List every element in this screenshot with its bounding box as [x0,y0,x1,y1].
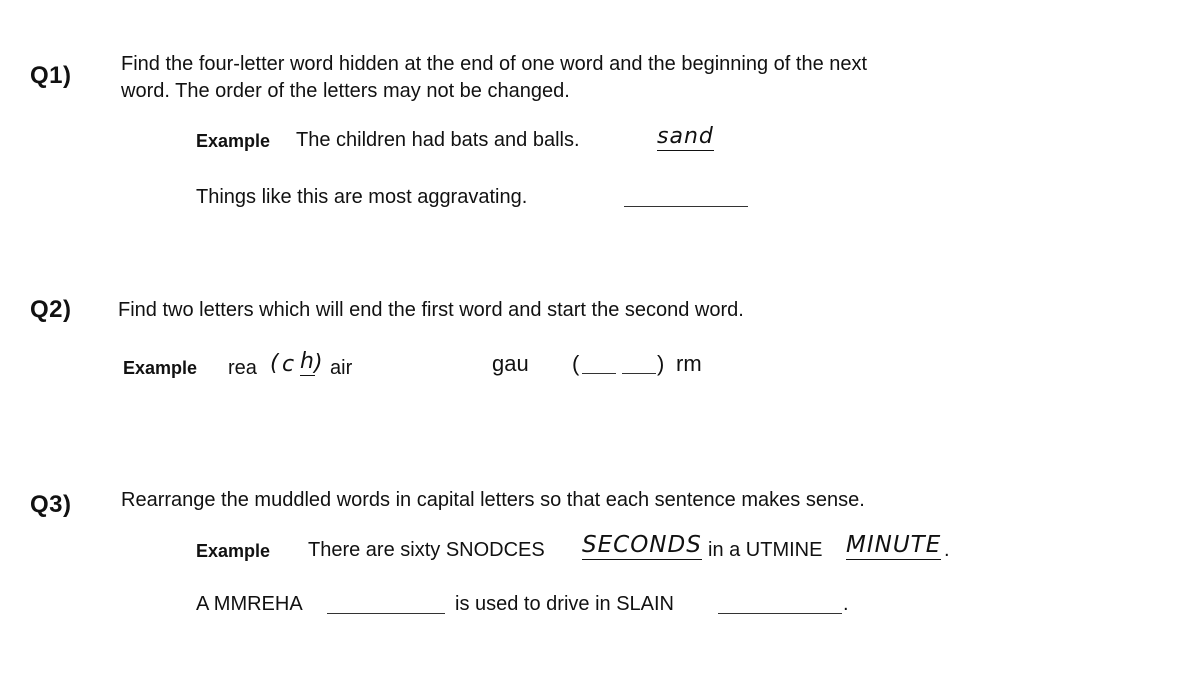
q2-answer-blank-letter2[interactable] [622,373,656,374]
q1-instruction-line1: Find the four-letter word hidden at the end of one word and the beginning of the next [121,53,868,75]
q2-instruction: Find two letters which will end the first word and start the second word. [118,299,744,321]
q2-question-open-paren: ( [572,351,580,376]
q1-example-answer: sand [657,124,714,149]
question-number-q1: Q1) [30,62,72,89]
question-number-q3: Q3) [30,491,72,518]
q1-example-sentence: The children had bats and balls. [296,129,580,151]
q1-question-sentence: Things like this are most aggravating. [196,186,528,208]
q3-question-end: . [843,593,849,615]
q3-answer-blank1[interactable] [327,613,445,614]
q3-example-text2: in a UTMINE [708,539,823,561]
question-number-q2: Q2) [30,296,72,323]
q3-instruction: Rearrange the muddled words in capital letters so that each sentence makes sense. [121,489,865,511]
q2-question-second-word: rm [676,351,702,376]
q3-question-text2: is used to drive in SLAIN [455,593,674,615]
q2-question-first-word: gau [492,351,529,376]
q2-example-label: Example [123,358,198,378]
q2-example-open-paren: ( [270,351,280,376]
q2-example-letter1: c [282,352,296,377]
q2-question-close-paren: ) [657,351,665,376]
q3-question-text1: A MMREHA [196,593,303,615]
q2-example-close-paren: ) [314,351,324,376]
q1-example-label: Example [196,131,271,151]
q2-example-letter2: h [300,349,315,374]
q1-answer-blank[interactable] [624,206,748,207]
q2-answer-blank-letter1[interactable] [582,373,616,374]
q1-instruction-line2: word. The order of the letters may not be changed. [121,80,570,102]
q2-example-second-word: air [330,357,353,379]
q3-example-text1: There are sixty SNODCES [308,539,545,561]
q3-answer-blank2[interactable] [718,613,842,614]
q3-example-label: Example [196,541,271,561]
q3-example-answer1: SECONDS [582,532,702,558]
q3-example-answer2: MINUTE [846,532,942,558]
q2-example-first-word: rea [228,357,257,379]
q3-example-end: . [944,539,950,561]
